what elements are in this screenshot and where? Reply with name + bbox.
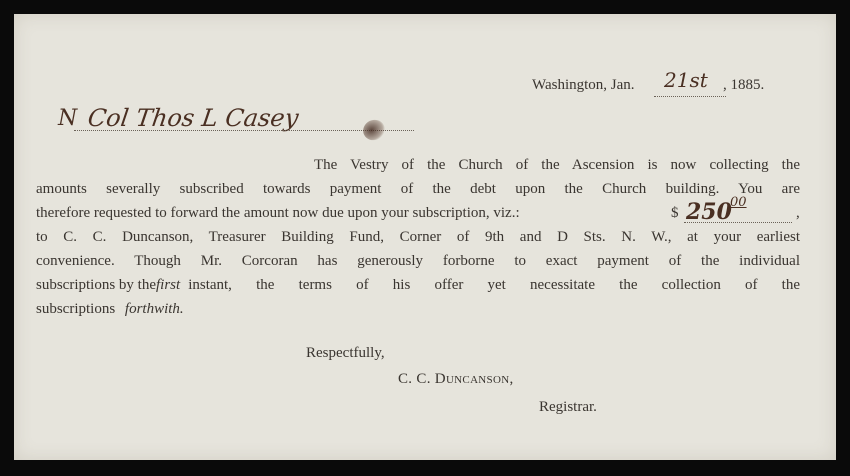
body-line-6-start: subscriptions by the [36,277,156,293]
body-line-2: amounts severally subscribed towards payment of the debt upon the Church building. You are [36,181,800,197]
closing-salutation: Respectfully, [306,345,385,361]
closing-title: Registrar. [539,399,597,415]
body-line-7 [36,302,184,317]
dollar-sign: $ [671,205,679,221]
body-line-6-first: first [156,277,181,293]
body-line-5: convenience. Though Mr. Corcoran has generously forborne to exact payment of the individual [36,253,800,269]
addressee-prefix: N [58,106,78,131]
body-line-3: therefore requested to forward the amount now due upon your subscription, viz.: [36,205,520,221]
subscription-notice-card [14,14,836,460]
body-line-6-end: instant, the terms of his offer yet necessitate the collection of the [188,277,800,293]
body-line-4: to C. C. Duncanson, Treasurer Building Fund, Corner of 9th and D Sts. N. W., at your earliest [36,229,800,245]
body-line-1: The Vestry of the Church of the Ascension is now collecting the [314,157,800,173]
ink-blot [360,116,388,143]
closing-signer: C. C. Duncanson, [398,371,514,387]
date-city: Washington, Jan. [532,77,635,93]
date-day-handwritten: 21st [664,68,708,92]
amount-comma: , [796,205,800,221]
body-line-7-forthwith: forthwith. [124,301,184,317]
amount-cents-handwritten: 00 [730,195,747,210]
body-line-7-start: subscriptions [36,301,116,317]
addressee-name-handwritten: Col Thos L Casey [86,104,301,132]
date-year: , 1885. [723,77,765,93]
body-line-6 [36,278,800,293]
date-day-line [654,96,726,97]
amount-handwritten: 250 [686,199,732,225]
